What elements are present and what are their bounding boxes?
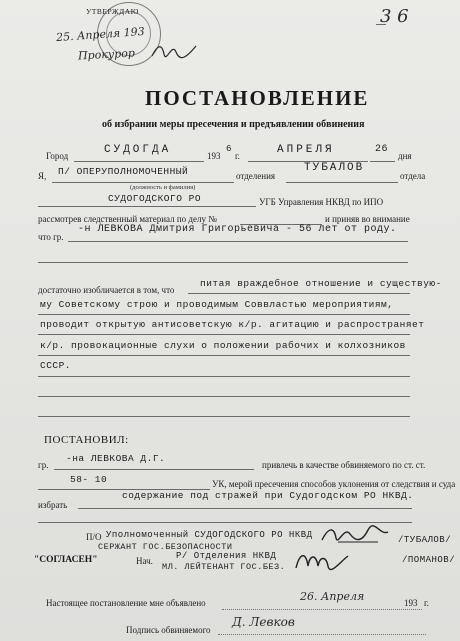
dept-label: отделения bbox=[236, 171, 276, 181]
ugb-label: УГБ Управления НКВД по ИПО bbox=[259, 197, 384, 207]
accused-short: -на ЛЕВКОВА Д.Г. bbox=[66, 453, 166, 464]
sufficient-label: достаточно изобличается в том, что bbox=[38, 285, 175, 295]
accused-signature: Д. Левков bbox=[232, 615, 295, 629]
gr-label: гр. bbox=[38, 460, 49, 470]
article-value: 58- 10 bbox=[70, 474, 108, 485]
year-label: г. bbox=[235, 151, 240, 161]
officer-name: ТУБАЛОВ bbox=[304, 162, 365, 174]
department-value: СУДОГОДСКОГО РО bbox=[108, 193, 202, 204]
agreed-label: "СОГЛАСЕН" bbox=[34, 555, 98, 565]
year-prefix: 193 bbox=[207, 151, 221, 161]
day-value: 26 bbox=[375, 144, 389, 155]
position-caption: (должность и фамилия) bbox=[130, 184, 196, 191]
charge-line-5: СССР. bbox=[40, 360, 72, 371]
charge-line-4: к/р. провокационные слухи о положении рабочих и колхозников bbox=[40, 340, 406, 351]
officer-signature-icon bbox=[318, 522, 392, 548]
charge-line-2: му Советскому строю и проводимым Соввластью мероприятиям, bbox=[40, 299, 394, 310]
otdel-label: отдела bbox=[400, 171, 426, 181]
resolved-label: ПОСТАНОВИЛ: bbox=[44, 434, 129, 446]
page-title: ПОСТАНОВЛЕНИЕ bbox=[145, 86, 370, 110]
bring-label: привлечь в качестве обвиняемого по ст. ст. bbox=[262, 460, 426, 470]
accused-sign-label: Подпись обвиняемого bbox=[126, 625, 211, 635]
officer-position: П/ ОПЕРУПОЛНОМОЧЕННЫЙ bbox=[58, 166, 189, 177]
uk-label: УК, мерой пресечения способов уклонения от следствия и суда bbox=[212, 479, 456, 489]
chief-role: Р/ Отделения НКВД bbox=[176, 551, 277, 561]
measure-value: содержание под стражей при Судогодском РО НКВД. bbox=[122, 490, 414, 501]
po-label: П/О bbox=[86, 532, 102, 542]
i-label: Я, bbox=[38, 171, 47, 181]
officer-surname: /ТУБАЛОВ/ bbox=[398, 535, 452, 545]
prosecutor-signature-icon bbox=[150, 40, 200, 62]
announced-year: 193 bbox=[404, 598, 418, 608]
review-label: рассмотрев следственный материал по делу № bbox=[38, 214, 217, 224]
corner-strike bbox=[376, 24, 386, 25]
chief-surname: /ПОМАНОВ/ bbox=[402, 555, 456, 565]
city-label: Город bbox=[46, 151, 69, 161]
month-value: АПРЕЛЯ bbox=[277, 144, 335, 156]
day-label: дня bbox=[398, 151, 412, 161]
charge-line-1: питая враждебное отношение и существую- bbox=[200, 278, 442, 289]
chief-rank: МЛ. ЛЕЙТЕНАНТ ГОС.БЕЗ. bbox=[162, 562, 286, 572]
city-value: СУДОГДА bbox=[104, 144, 172, 156]
what-label: что гр. bbox=[38, 232, 64, 242]
accused-description: -н ЛЕВКОВА Дмитрия Григорьевича - 56 лет от роду. bbox=[78, 224, 397, 235]
page-subtitle: об избрании меры пресечения и предъявлении обвинения bbox=[102, 119, 365, 130]
accepting-label: и приняв во внимание bbox=[325, 214, 410, 224]
approval-header: УТВЕРЖДАЮ bbox=[86, 7, 139, 16]
announced-year-label: г. bbox=[424, 598, 429, 608]
officer-role: Уполномоченный СУДОГОДСКОГО РО НКВД bbox=[106, 530, 313, 540]
year-suffix: 6 bbox=[226, 144, 232, 154]
charge-line-3: проводит открытую антисоветскую к/р. агитацию и распространяет bbox=[40, 319, 425, 330]
choose-label: избрать bbox=[38, 500, 68, 510]
chief-signature-icon bbox=[292, 548, 352, 574]
officer-rank: СЕРЖАНТ ГОС.БЕЗОПАСНОСТИ bbox=[98, 542, 233, 552]
announced-date: 26. Апреля bbox=[300, 590, 365, 603]
approval-date: 25. Апреля 193 bbox=[55, 24, 146, 45]
approval-signature: Прокурор bbox=[77, 46, 136, 63]
announced-label: Настоящее постановление мне объявлено bbox=[46, 598, 206, 608]
chief-label: Нач. bbox=[136, 556, 153, 566]
corner-number: 3 6 bbox=[380, 6, 409, 27]
